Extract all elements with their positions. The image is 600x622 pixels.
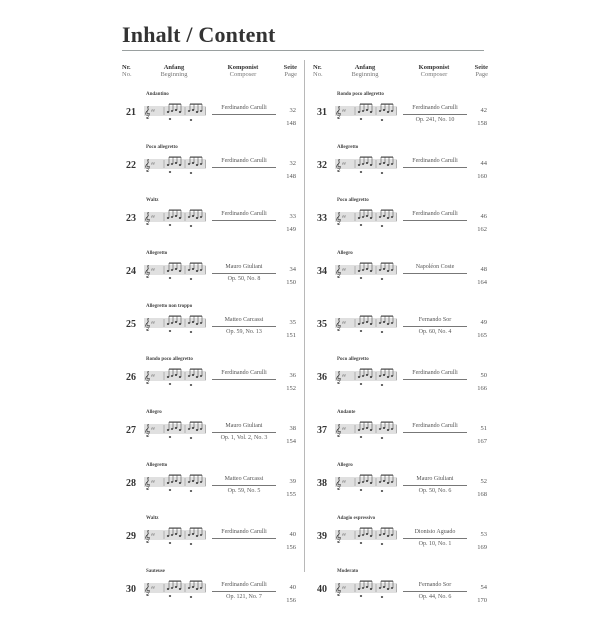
svg-text:♯♯: ♯♯ (151, 267, 155, 272)
toc-entry[interactable] (122, 569, 296, 622)
svg-text:𝄞: 𝄞 (144, 583, 151, 596)
toc-entry[interactable] (313, 410, 487, 463)
toc-entry[interactable] (313, 92, 487, 145)
svg-text:♯♯: ♯♯ (342, 161, 346, 166)
opus-number: Op. 60, No. 4 (418, 329, 452, 335)
composer-name: Ferdinando Carulli (212, 210, 276, 221)
entry-number: 36 (317, 372, 327, 383)
svg-text:♯♯: ♯♯ (151, 108, 155, 113)
composer-name: Dionisio Aguado (403, 528, 467, 539)
page-numbers (469, 210, 487, 236)
page-number-b: 155 (286, 491, 296, 498)
page-number-b: 162 (477, 226, 487, 233)
opus-number: Op. 1, Vol. 2, No. 3 (220, 435, 268, 441)
toc-entry[interactable] (313, 145, 487, 198)
composer-name: Napoléon Coste (403, 263, 467, 274)
composer-name: Matteo Carcassi (212, 316, 276, 327)
toc-column-right (313, 64, 487, 622)
page-number-b: 150 (286, 279, 296, 286)
header-anfang: Anfang Beginning (351, 64, 379, 78)
composer-name: Ferdinando Carulli (403, 422, 467, 433)
page-numbers (278, 104, 296, 130)
opus-number: Op. 10, No. 1 (418, 541, 452, 547)
page-number-a: 42 (480, 107, 487, 114)
toc-entry[interactable] (313, 304, 487, 357)
svg-text:𝄞: 𝄞 (144, 265, 151, 278)
svg-text:𝄞: 𝄞 (335, 159, 342, 172)
composer-name: Ferdinando Carulli (212, 528, 276, 539)
title-rule (122, 50, 484, 51)
composer-name: Ferdinando Carulli (212, 157, 276, 168)
page-numbers (469, 581, 487, 607)
page-number-b: 168 (477, 491, 487, 498)
music-incipit-icon (335, 523, 397, 551)
entry-number: 37 (317, 425, 327, 436)
music-incipit-icon (144, 523, 206, 551)
composer-block (212, 263, 276, 284)
page-number-a: 32 (289, 160, 296, 167)
page-numbers (278, 210, 296, 236)
page-number-b: 169 (477, 544, 487, 551)
svg-text:𝄞: 𝄞 (335, 583, 342, 596)
entry-number: 33 (317, 213, 327, 224)
entry-number: 38 (317, 478, 327, 489)
toc-entry[interactable] (122, 357, 296, 410)
page-number-b: 151 (286, 332, 296, 339)
toc-entry[interactable] (313, 463, 487, 516)
page-number-a: 39 (289, 478, 296, 485)
header-anfang: Anfang Beginning (160, 64, 188, 78)
composer-block (212, 581, 276, 602)
page-numbers (469, 157, 487, 183)
composer-block (403, 210, 467, 221)
toc-column-left (122, 64, 296, 622)
page-number-a: 52 (480, 478, 487, 485)
toc-entry[interactable] (313, 251, 487, 304)
svg-text:♯♯: ♯♯ (342, 320, 346, 325)
page-number-a: 36 (289, 372, 296, 379)
composer-block (212, 475, 276, 496)
composer-block (403, 475, 467, 496)
music-incipit-icon (335, 364, 397, 392)
page-number-b: 152 (286, 385, 296, 392)
tempo-marking: Allegro (337, 251, 353, 256)
page-number-a: 54 (480, 584, 487, 591)
column-header (122, 64, 296, 92)
toc-entry[interactable] (122, 304, 296, 357)
page-number-b: 148 (286, 173, 296, 180)
svg-text:♯♯: ♯♯ (151, 214, 155, 219)
tempo-marking: Waltz (146, 516, 159, 521)
opus-number: Op. 241, No. 10 (415, 117, 455, 123)
svg-text:𝄞: 𝄞 (144, 212, 151, 225)
tempo-marking: Allegro (146, 410, 162, 415)
music-incipit-icon (144, 417, 206, 445)
composer-block (212, 528, 276, 539)
composer-name: Ferdinando Carulli (403, 104, 467, 115)
tempo-marking: Andante (337, 410, 356, 415)
svg-text:𝄞: 𝄞 (335, 530, 342, 543)
svg-text:♯♯: ♯♯ (342, 108, 346, 113)
page-number-a: 40 (289, 584, 296, 591)
svg-text:♯♯: ♯♯ (342, 585, 346, 590)
svg-text:𝄞: 𝄞 (335, 424, 342, 437)
music-incipit-icon (144, 99, 206, 127)
composer-block (212, 369, 276, 380)
page-numbers (469, 422, 487, 448)
svg-text:𝄞: 𝄞 (335, 265, 342, 278)
toc-entry[interactable] (122, 251, 296, 304)
header-nr: Nr. No. (122, 64, 132, 78)
composer-name: Mauro Giuliani (212, 263, 276, 274)
svg-text:𝄞: 𝄞 (144, 159, 151, 172)
toc-entry[interactable] (122, 463, 296, 516)
music-incipit-icon (144, 364, 206, 392)
svg-text:♯♯: ♯♯ (151, 320, 155, 325)
page-title: Inhalt / Content (122, 22, 276, 47)
page-number-a: 32 (289, 107, 296, 114)
entry-number: 31 (317, 107, 327, 118)
toc-entry[interactable] (122, 516, 296, 569)
column-divider (304, 60, 305, 572)
page-number-b: 149 (286, 226, 296, 233)
composer-block (212, 316, 276, 337)
composer-name: Ferdinando Carulli (212, 369, 276, 380)
composer-block (212, 104, 276, 115)
svg-text:𝄞: 𝄞 (144, 424, 151, 437)
svg-text:♯♯: ♯♯ (151, 373, 155, 378)
toc-entry[interactable] (122, 198, 296, 251)
page-numbers (278, 157, 296, 183)
toc-entry[interactable] (313, 516, 487, 569)
opus-number: Op. 50, No. 6 (418, 488, 452, 494)
entry-number: 34 (317, 266, 327, 277)
tempo-marking: Allegro (337, 463, 353, 468)
opus-number: Op. 59, No. 5 (227, 488, 261, 494)
composer-block (212, 157, 276, 168)
page-number-b: 156 (286, 597, 296, 604)
page-number-a: 38 (289, 425, 296, 432)
page-numbers (278, 528, 296, 554)
page-number-a: 50 (480, 372, 487, 379)
entry-number: 26 (126, 372, 136, 383)
composer-block (403, 528, 467, 549)
composer-name: Fernando Sor (403, 581, 467, 592)
entry-number: 32 (317, 160, 327, 171)
svg-text:𝄞: 𝄞 (335, 318, 342, 331)
page-numbers (469, 369, 487, 395)
svg-text:♯♯: ♯♯ (151, 532, 155, 537)
music-incipit-icon (144, 152, 206, 180)
composer-block (403, 369, 467, 380)
header-nr: Nr. No. (313, 64, 323, 78)
composer-block (212, 422, 276, 443)
tempo-marking: Allegretto (146, 463, 168, 468)
composer-block (403, 422, 467, 433)
music-incipit-icon (144, 258, 206, 286)
svg-text:𝄞: 𝄞 (335, 106, 342, 119)
entry-number: 27 (126, 425, 136, 436)
svg-text:♯♯: ♯♯ (151, 426, 155, 431)
page-numbers (278, 422, 296, 448)
svg-text:♯♯: ♯♯ (342, 373, 346, 378)
header-seite: Seite Page (474, 64, 488, 78)
page-numbers (278, 475, 296, 501)
page-number-a: 46 (480, 213, 487, 220)
toc-entry[interactable] (313, 198, 487, 251)
entry-number: 39 (317, 531, 327, 542)
tempo-marking: Andantino (146, 92, 169, 97)
composer-block (212, 210, 276, 221)
svg-text:♯♯: ♯♯ (342, 267, 346, 272)
tempo-marking: Adagio espressivo (337, 516, 376, 521)
entry-number: 29 (126, 531, 136, 542)
page-number-b: 158 (477, 120, 487, 127)
page-number-b: 170 (477, 597, 487, 604)
page-number-a: 48 (480, 266, 487, 273)
composer-name: Ferdinando Carulli (212, 104, 276, 115)
tempo-marking: Moderato (337, 569, 359, 574)
opus-number: Op. 50, No. 8 (227, 276, 261, 282)
page-number-a: 33 (289, 213, 296, 220)
toc-entry[interactable] (313, 357, 487, 410)
svg-text:♯♯: ♯♯ (151, 161, 155, 166)
entry-number: 28 (126, 478, 136, 489)
page-number-b: 156 (286, 544, 296, 551)
music-incipit-icon (335, 99, 397, 127)
tempo-marking: Allegretto (337, 145, 359, 150)
page-numbers (469, 475, 487, 501)
svg-text:♯♯: ♯♯ (342, 479, 346, 484)
opus-number: Op. 121, No. 7 (226, 594, 262, 600)
entry-number: 25 (126, 319, 136, 330)
svg-text:𝄞: 𝄞 (335, 477, 342, 490)
page-number-b: 160 (477, 173, 487, 180)
page-number-a: 53 (480, 531, 487, 538)
svg-text:♯♯: ♯♯ (342, 426, 346, 431)
svg-text:𝄞: 𝄞 (144, 318, 151, 331)
toc-entry[interactable] (122, 145, 296, 198)
page-number-b: 165 (477, 332, 487, 339)
tempo-marking: Poco allegretto (337, 198, 369, 203)
svg-text:♯♯: ♯♯ (342, 214, 346, 219)
page-number-a: 40 (289, 531, 296, 538)
tempo-marking: Rondo poco allegretto (337, 92, 384, 97)
page-number-b: 167 (477, 438, 487, 445)
composer-block (403, 157, 467, 168)
header-seite: Seite Page (283, 64, 297, 78)
composer-name: Ferdinando Carulli (403, 157, 467, 168)
tempo-marking: Waltz (146, 198, 159, 203)
toc-entry[interactable] (122, 410, 296, 463)
svg-text:𝄞: 𝄞 (335, 371, 342, 384)
composer-block (403, 104, 467, 125)
page-numbers (278, 581, 296, 607)
entry-number: 40 (317, 584, 327, 595)
entry-number: 30 (126, 584, 136, 595)
svg-text:♯♯: ♯♯ (151, 585, 155, 590)
music-incipit-icon (335, 258, 397, 286)
entry-number: 23 (126, 213, 136, 224)
page-number-b: 164 (477, 279, 487, 286)
composer-name: Ferdinando Carulli (403, 369, 467, 380)
column-header (313, 64, 487, 92)
page-numbers (278, 316, 296, 342)
page-numbers (469, 104, 487, 130)
page-number-a: 49 (480, 319, 487, 326)
composer-name: Matteo Carcassi (212, 475, 276, 486)
svg-text:𝄞: 𝄞 (144, 106, 151, 119)
page-number-a: 44 (480, 160, 487, 167)
tempo-marking: Allegretto (146, 251, 168, 256)
page-numbers (278, 263, 296, 289)
music-incipit-icon (335, 470, 397, 498)
header-komponist: Komponist Composer (227, 64, 259, 78)
page-number-b: 148 (286, 120, 296, 127)
entry-number: 35 (317, 319, 327, 330)
svg-text:𝄞: 𝄞 (144, 530, 151, 543)
music-incipit-icon (144, 470, 206, 498)
opus-number: Op. 44, No. 6 (418, 594, 452, 600)
music-incipit-icon (144, 205, 206, 233)
composer-block (403, 316, 467, 337)
tempo-marking: Poco allegretto (146, 145, 178, 150)
tempo-marking: Rondo poco allegretto (146, 357, 193, 362)
page-numbers (469, 263, 487, 289)
composer-name: Mauro Giuliani (403, 475, 467, 486)
composer-name: Mauro Giuliani (212, 422, 276, 433)
composer-name: Ferdinando Carulli (212, 581, 276, 592)
composer-block (403, 263, 467, 274)
page-number-a: 51 (480, 425, 487, 432)
svg-text:♯♯: ♯♯ (151, 479, 155, 484)
music-incipit-icon (335, 417, 397, 445)
opus-number: Op. 59, No. 13 (226, 329, 262, 335)
music-incipit-icon (335, 205, 397, 233)
tempo-marking: Sauteuse (146, 569, 165, 574)
entry-number: 24 (126, 266, 136, 277)
header-komponist: Komponist Composer (418, 64, 450, 78)
composer-block (403, 581, 467, 602)
page-number-a: 35 (289, 319, 296, 326)
page-number-b: 154 (286, 438, 296, 445)
entry-number: 21 (126, 107, 136, 118)
toc-entry[interactable] (313, 569, 487, 622)
svg-text:𝄞: 𝄞 (144, 477, 151, 490)
page-number-b: 166 (477, 385, 487, 392)
entry-number: 22 (126, 160, 136, 171)
tempo-marking: Poco allegretto (337, 357, 369, 362)
composer-name: Ferdinando Carulli (403, 210, 467, 221)
music-incipit-icon (144, 311, 206, 339)
svg-text:𝄞: 𝄞 (335, 212, 342, 225)
page-number-a: 34 (289, 266, 296, 273)
tempo-marking: Allegretto non troppo (146, 304, 193, 309)
page-numbers (469, 316, 487, 342)
composer-name: Fernando Sor (403, 316, 467, 327)
toc-entry[interactable] (122, 92, 296, 145)
svg-text:𝄞: 𝄞 (144, 371, 151, 384)
music-incipit-icon (335, 152, 397, 180)
svg-text:♯♯: ♯♯ (342, 532, 346, 537)
page-numbers (469, 528, 487, 554)
music-incipit-icon (335, 311, 397, 339)
page-numbers (278, 369, 296, 395)
